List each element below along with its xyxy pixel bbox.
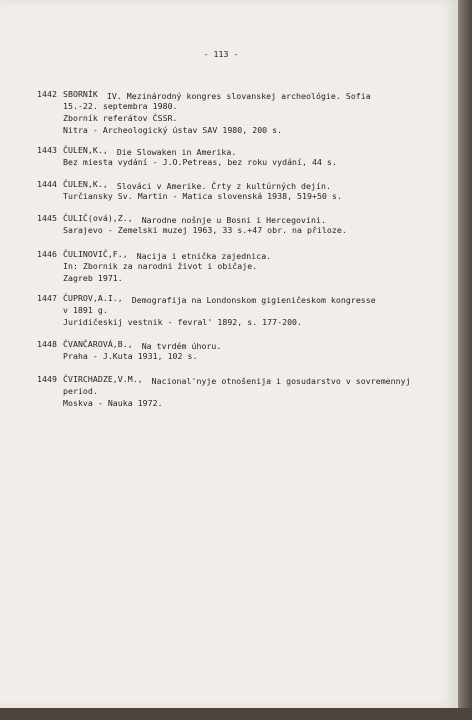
- entry-title: IV. Mezinárodný kongres slovanskej archeológie. Sofia: [106, 91, 371, 101]
- entry-body: [63, 373, 431, 409]
- entry-number: 1442: [37, 89, 57, 99]
- entry-author: ČULEN,K.,: [63, 145, 108, 155]
- entry-body: [63, 144, 431, 168]
- entry-title: Demografija na Londonskom gigieničeskom kongresse: [131, 295, 376, 305]
- entry-body: [63, 292, 431, 328]
- page-number: - 113 -: [203, 49, 239, 59]
- entry-title: Slováci v Amerike. Črty z kultúrných dejín.: [116, 181, 331, 191]
- entry-detail-line: Turčiansky Sv. Martin - Matica slovenská 1938, 519+50 s.: [63, 191, 342, 201]
- entry-number: 1445: [37, 213, 57, 223]
- entry-number: 1447: [37, 293, 57, 303]
- entry-number: 1446: [37, 249, 57, 259]
- entry-detail-line: Praha - J.Kuta 1931, 102 s.: [63, 351, 198, 361]
- entry-author: SBORNÍK: [63, 89, 98, 99]
- entry-author: ČVIRCHADZE,V.M.,: [63, 374, 143, 384]
- entry-detail-line: In: Zbornik za narodni život i običaje.: [63, 261, 258, 271]
- entry-detail-line: Juridičeskij vestnik - fevral' 1892, s. 177-200.: [63, 317, 303, 327]
- book-spine-edge: [458, 0, 472, 720]
- entry-body: [63, 338, 431, 362]
- entry-number: 1449: [37, 374, 57, 384]
- entry-detail-line: Sarajevo - Zemelski muzej 1963, 33 s.+47 obr. na přiloze.: [63, 225, 347, 235]
- entry-detail-line: Bez miesta vydání - J.O.Petreas, bez roku vydání, 44 s.: [63, 157, 337, 167]
- entry-title: Na tvrdém úhoru.: [141, 341, 222, 351]
- entry-author: ČULIČ(ová),Z.,: [63, 213, 133, 223]
- entry-author: ČUPROV,A.I.,: [63, 293, 123, 303]
- entry-detail-line: 15.-22. septembra 1980.: [63, 101, 178, 111]
- entry-body: [63, 212, 431, 236]
- entry-title: Die Slowaken in Amerika.: [116, 147, 237, 157]
- entry-author: ČULEN,K.,: [63, 179, 108, 189]
- entry-detail-line: period.: [63, 386, 98, 396]
- entry-body: [63, 178, 431, 202]
- entry-body: [63, 88, 431, 136]
- entry-detail-line: Moskva - Nauka 1972.: [63, 398, 163, 408]
- entry-author: ČVANČAROVÁ,B.,: [63, 339, 133, 349]
- entry-number: 1444: [37, 179, 57, 189]
- entry-detail-line: v 1891 g.: [63, 305, 108, 315]
- entry-title: Narodne nošnje u Bosni i Hercegovini.: [141, 215, 326, 225]
- entry-number: 1448: [37, 339, 57, 349]
- entry-detail-line: Nitra - Archeologický ústav SAV 1980, 200 s.: [63, 125, 283, 135]
- entry-detail-line: Zagreb 1971.: [63, 273, 123, 283]
- entry-title: Nacional'nyje otnošenija i gosudarstvo v sovremennyj: [151, 376, 411, 386]
- entry-detail-line: Zborník referátov ČSSR.: [63, 113, 178, 123]
- bottom-shadow-edge: [0, 708, 472, 720]
- entry-number: 1443: [37, 145, 57, 155]
- entry-author: ČULINOVIČ,F.,: [63, 249, 128, 259]
- entry-title: Nacija i etnička zajednica.: [136, 251, 272, 261]
- entry-body: [63, 248, 431, 284]
